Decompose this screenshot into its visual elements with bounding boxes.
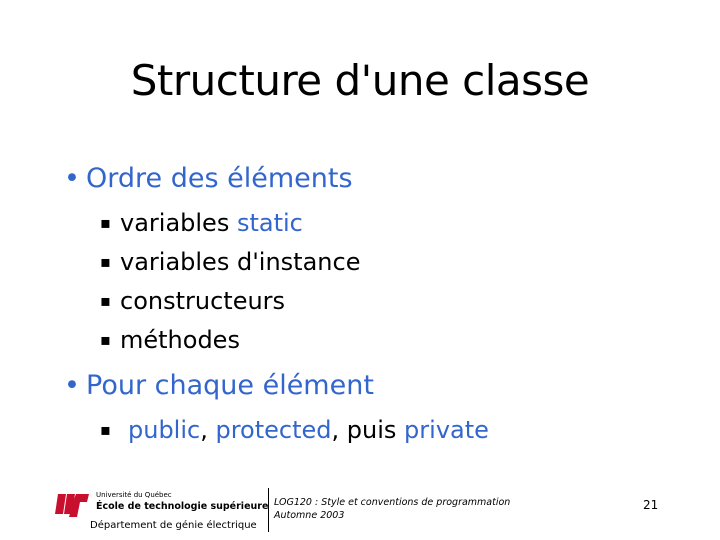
keyword-protected: protected: [215, 416, 332, 444]
bullet-text: Ordre des éléments: [86, 163, 353, 194]
list-item: ▪ constructeurs: [100, 282, 360, 321]
ets-logo-icon: [54, 490, 90, 518]
sublist-visibilite: [100, 411, 489, 450]
course-title: LOG120 : Style et conventions de programmation: [274, 497, 511, 508]
footer-divider: [268, 488, 269, 532]
bullet-ordre-des-elements: [64, 163, 353, 194]
bullet-pour-chaque-element: [64, 370, 374, 401]
square-bullet-icon: ▪: [100, 290, 111, 310]
bullet-text: Pour chaque élément: [86, 370, 374, 401]
list-item: ▪ variables d'instance: [100, 243, 360, 282]
bullet-dot: •: [64, 163, 80, 194]
slide-title: Structure d'une classe: [130, 56, 590, 105]
square-bullet-icon: ▪: [100, 419, 111, 439]
university-line: Université du Québec: [96, 491, 172, 499]
list-item: ▪ public, protected, puis private: [100, 411, 489, 450]
keyword-static: static: [236, 209, 303, 237]
square-bullet-icon: ▪: [100, 329, 111, 349]
square-bullet-icon: ▪: [100, 251, 111, 271]
page-number: 21: [643, 498, 659, 512]
keyword-public: public: [128, 416, 201, 444]
list-item: ▪ variables static: [100, 204, 360, 243]
bullet-dot: •: [64, 370, 80, 401]
list-item: ▪ méthodes: [100, 321, 360, 360]
square-bullet-icon: ▪: [100, 212, 111, 232]
department-name: Département de génie électrique: [90, 520, 257, 531]
keyword-private: private: [404, 416, 489, 444]
course-info: [274, 496, 510, 522]
course-term: Automne 2003: [274, 510, 345, 521]
school-name: École de technologie supérieure: [96, 501, 269, 512]
sublist-ordre: [100, 204, 360, 360]
